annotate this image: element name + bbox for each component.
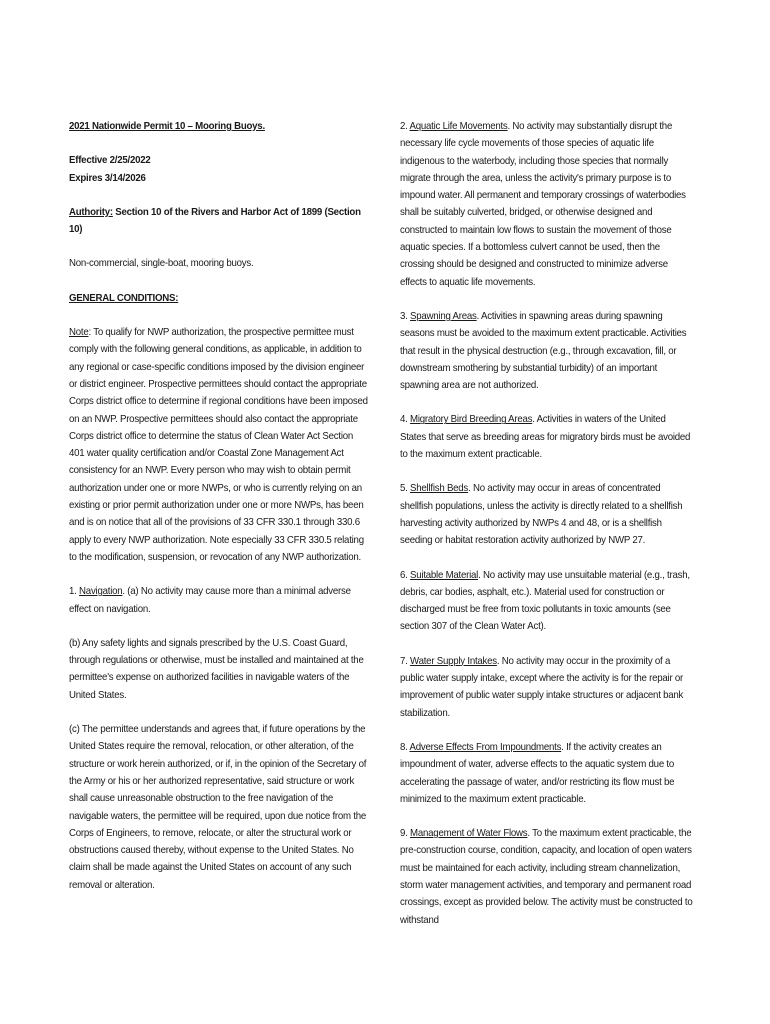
condition-9-text: . To the maximum extent practicable, the pre-construction course, condition, capacity, and location of open waters must be maintained for each activity, including stream channelization, storm water management activities, and temporary and permanent road crossings, except as provided below. The activity must be constructed to withstand (400, 828, 693, 926)
condition-6 (400, 567, 693, 636)
condition-7-label: Water Supply Intakes (410, 655, 497, 667)
condition-8-label: Adverse Effects From Impoundments (409, 741, 562, 753)
dates-block (69, 152, 368, 187)
condition-4-label: Migratory Bird Breeding Areas (410, 414, 533, 426)
condition-7-text: . No activity may occur in the proximity of a public water supply intake, except where the activity is for the repair or improvement of public water supply intake structures or adjacent bank stabilization. (400, 655, 684, 719)
condition-2-label: Aquatic Life Movements (409, 121, 508, 132)
condition-1b: (b) Any safety lights and signals prescribed by the U.S. Coast Guard, through regulations or otherwise, must be installed and maintained at the permittee's expense on authorized facilities in navigable waters of the United States. (69, 637, 364, 701)
condition-9 (400, 825, 693, 929)
condition-number: 4. (400, 414, 411, 426)
condition-1-text: . (a) No activity may cause more than a minimal adverse effect on navigation. (69, 586, 351, 615)
condition-1 (69, 583, 368, 618)
authority-line (69, 204, 368, 239)
note-paragraph (69, 324, 368, 566)
permit-title: 2021 Nationwide Permit 10 – Mooring Buoys. (69, 121, 265, 132)
condition-1c: (c) The permittee understands and agrees that, if future operations by the United States require the removal, relocation, or other alteration, of the structure or work herein authorized, or if, in the opinion of the Secretary of the Army or his or her authorized representative, said structure or work shall cause unreasonable obstruction to the free navigation of the navigable waters, the permittee will be required, upon due notice from the Corps of Engineers, to remove, relocate, or alter the structural work or obstructions caused thereby, without expense to the United States. No claim shall be made against the United States on account of any such removal or alteration. (69, 724, 367, 891)
condition-number: 6. (400, 569, 411, 581)
condition-number: 7. (400, 655, 411, 667)
condition-5-label: Shellfish Beds (410, 483, 469, 495)
condition-3-text: . Activities in spawning areas during spawning seasons must be avoided to the maximum extent practicable. Activities that result in the physical destruction (e.g., through excavation, fill, or downstream smothering by substantial turbidity) of an important spawning area are not authorized. (400, 310, 687, 392)
condition-4-text: . Activities in waters of the United States that serve as breeding areas for migratory birds must be avoided to the maximum extent practicable. (400, 414, 691, 461)
condition-number: 8. (400, 741, 410, 753)
note-label: Note (69, 327, 89, 339)
condition-4 (400, 411, 693, 463)
condition-8 (400, 739, 693, 808)
condition-1-label: Navigation (79, 586, 123, 598)
condition-number: 2. (400, 121, 410, 132)
general-conditions-heading: GENERAL CONDITIONS: (69, 292, 179, 304)
right-column (400, 118, 693, 929)
left-column (69, 118, 368, 894)
condition-number: 5. (400, 483, 411, 495)
condition-7 (400, 653, 693, 722)
condition-number: 1. (69, 586, 80, 598)
condition-2-text: . No activity may substantially disrupt the necessary life cycle movements of those species of aquatic life indigenous to the waterbody, including those species that normally migrate through the area, unless the activity's primary purpose is to impound water. All permanent and temporary crossings of waterbodies shall be suitably culverted, bridged, or otherwise designed and constructed to maintain low flows to sustain the movement of those aquatic species. If a bottomless culvert cannot be used, then the crossing should be designed and constructed to minimize adverse effects to aquatic life movements. (400, 121, 686, 288)
effective-date: Effective 2/25/2022 (69, 155, 151, 167)
condition-5-text: . No activity may occur in areas of concentrated shellfish populations, unless the activity is directly related to a shellfish harvesting activity authorized by NWPs 4 and 48, or is a shellfish seeding or habitat restoration activity authorized by NWP 27. (400, 483, 683, 547)
expiration-date: Expires 3/14/2026 (69, 172, 146, 184)
condition-6-text: . No activity may use unsuitable material (e.g., trash, debris, car bodies, asphalt, etc.). Material used for construction or discharged must be free from toxic pollutants in toxic amounts (see section 307 of the Clean Water Act). (400, 569, 690, 633)
condition-3 (400, 308, 693, 394)
condition-9-label: Management of Water Flows (410, 828, 528, 840)
condition-3-label: Spawning Areas (410, 310, 477, 322)
condition-6-label: Suitable Material (410, 569, 479, 581)
condition-2 (400, 118, 693, 291)
note-text: : To qualify for NWP authorization, the prospective permittee must comply with the following general conditions, as applicable, in addition to any regional or case-specific conditions imposed by the division engineer or district engineer. Prospective permittees should contact the appropriate Corps district office to determine if regional conditions have been imposed on an NWP. Prospective permittees should also contact the appropriate Corps district office to determine the status of Clean Water Act Section 401 water quality certification and/or Coastal Zone Management Act consistency for an NWP. Every person who may wish to obtain permit authorization under one or more NWPs, or who is currently relying on an existing or prior permit authorization under one or more NWPs, has been and is on notice that all of the provisions of 33 CFR 330.1 through 330.6 apply to every NWP authorization. Note especially 33 CFR 330.5 relating to the modification, suspension, or revocation of any NWP authorization. (69, 327, 368, 563)
condition-8-text: . If the activity creates an impoundment of water, adverse effects to the aquatic system due to accelerating the passage of water, and/or restricting its flow must be minimized to the maximum extent practicable. (400, 741, 675, 805)
authority-label: Authority: (69, 206, 113, 218)
condition-5 (400, 480, 693, 549)
permit-description: Non-commercial, single-boat, mooring buoys. (69, 258, 254, 270)
authority-text: Section 10 of the Rivers and Harbor Act of 1899 (Section 10) (69, 206, 361, 236)
condition-number: 9. (400, 828, 411, 840)
condition-number: 3. (400, 310, 411, 322)
